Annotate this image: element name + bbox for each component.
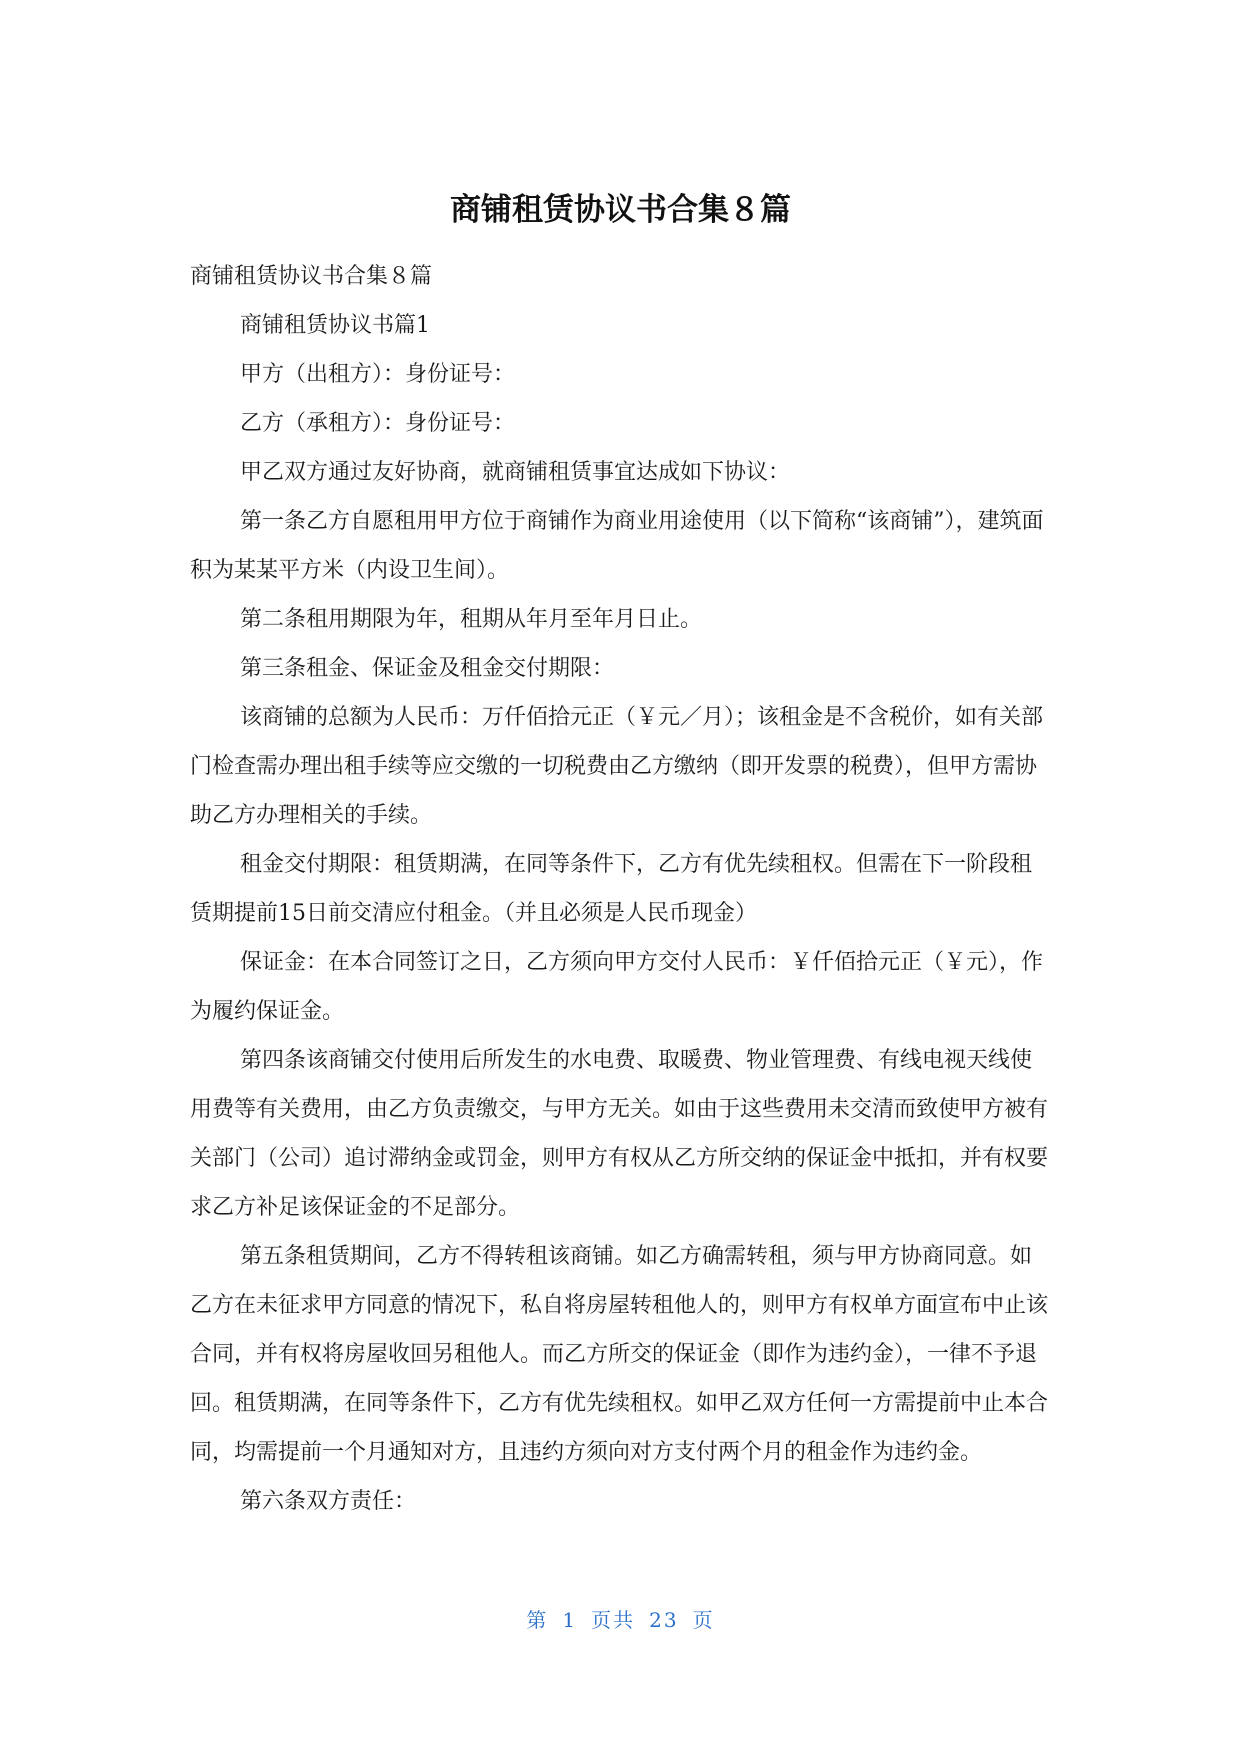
paragraph: 该商铺的总额为人民币：万仟佰拾元正（￥元／月）；该租金是不含税价，如有关部门检查需办理出租手续等应交缴的一切税费由乙方缴纳（即开发票的税费），但甲方需协助乙方办理相关的手续。 (190, 705, 1044, 828)
current-page-number: 1 (562, 1608, 578, 1632)
section-heading: 商铺租赁协议书篇1 (240, 313, 430, 338)
paragraph: 第二条租用期限为年，租期从年月至年月日止。 (240, 607, 703, 632)
paragraph: 甲乙双方通过友好协商，就商铺租赁事宜达成如下协议： (240, 460, 791, 485)
party-b-line: 乙方（承租方）：身份证号： (240, 411, 516, 436)
total-pages-number: 23 (649, 1608, 679, 1632)
paragraph: 第一条乙方自愿租用甲方位于商铺作为商业用途使用（以下简称“该商铺”），建筑面积为某某平方米（内设卫生间）。 (190, 509, 1044, 583)
paragraph: 第六条双方责任： (240, 1489, 417, 1514)
footer-mid: 页共 (591, 1608, 636, 1632)
page-footer (0, 1604, 1241, 1633)
footer-prefix: 第 (526, 1608, 549, 1632)
paragraph: 保证金：在本合同签订之日，乙方须向甲方交付人民币：￥仟佰拾元正（￥元），作为履约保证金。 (190, 950, 1044, 1024)
party-a-line: 甲方（出租方）：身份证号： (240, 362, 516, 387)
document-subtitle: 商铺租赁协议书合集８篇 (190, 264, 433, 289)
paragraph: 第三条租金、保证金及租金交付期限： (240, 656, 615, 681)
document-body (190, 252, 1050, 1526)
paragraph: 第五条租赁期间，乙方不得转租该商铺。如乙方确需转租，须与甲方协商同意。如乙方在未征求甲方同意的情况下，私自将房屋转租他人的，则甲方有权单方面宣布中止该合同，并有权将房屋收回另租他人。而乙方所交的保证金（即作为违约金），一律不予退回。租赁期满，在同等条件下，乙方有优先续租权。如甲乙双方任何一方需提前中止本合同，均需提前一个月通知对方，且违约方须向对方支付两个月的租金作为违约金。 (190, 1244, 1049, 1465)
paragraph: 第四条该商铺交付使用后所发生的水电费、取暖费、物业管理费、有线电视天线使用费等有关费用，由乙方负责缴交，与甲方无关。如由于这些费用未交清而致使甲方被有关部门（公司）追讨滞纳金或罚金，则甲方有权从乙方所交纳的保证金中抵扣，并有权要求乙方补足该保证金的不足部分。 (190, 1048, 1049, 1220)
footer-suffix: 页 (692, 1608, 715, 1632)
paragraph: 租金交付期限：租赁期满，在同等条件下，乙方有优先续租权。但需在下一阶段租赁期提前15日前交清应付租金。（并且必须是人民币现金） (190, 852, 1033, 926)
document-title: 商铺租赁协议书合集８篇 (450, 192, 791, 228)
